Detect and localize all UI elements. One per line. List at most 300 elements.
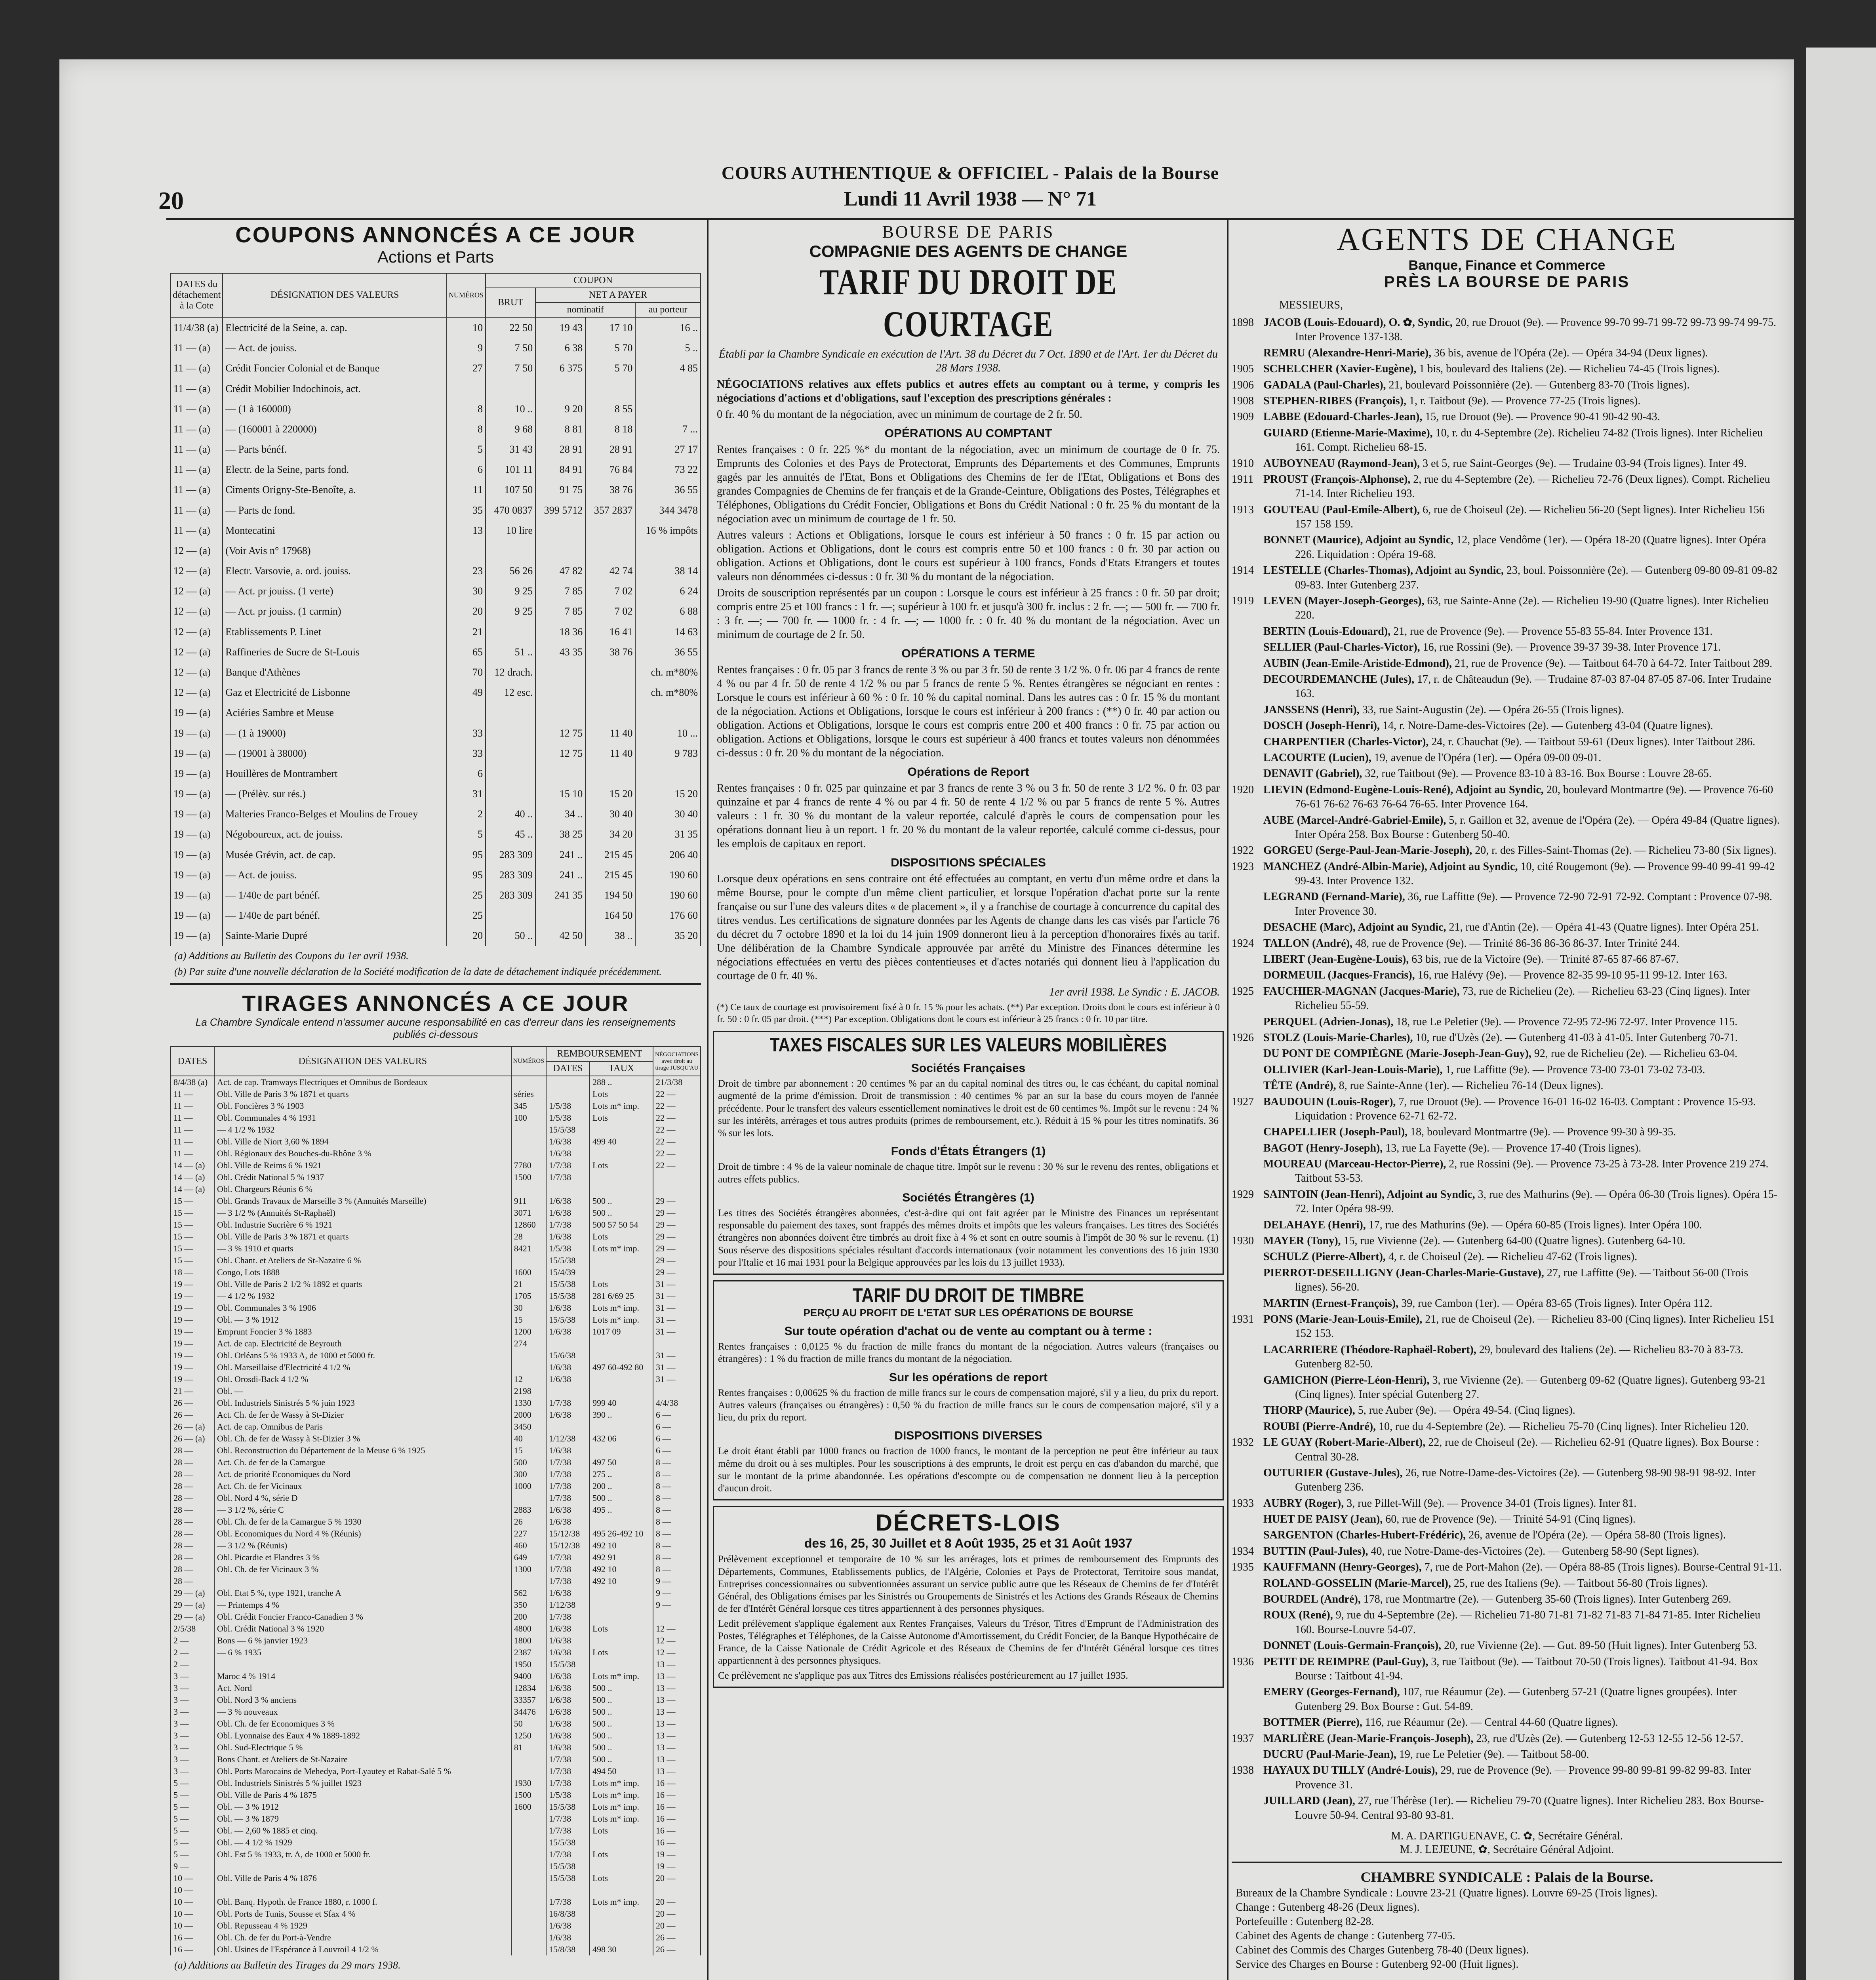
tirage-cell: Lots m* imp. — [590, 1813, 653, 1825]
coupon-cell: 7 85 — [535, 581, 585, 602]
tirage-cell: 26 — [511, 1516, 546, 1528]
coupon-cell: 11 — (a) — [171, 399, 223, 419]
tirage-cell: 200 .. — [590, 1480, 653, 1492]
agent-address: 19, rue Le Peletier (9e). — Taitbout 58-00. — [1396, 1748, 1589, 1761]
tirage-cell: 3 — — [171, 1706, 214, 1718]
tirage-cell: 1330 — [511, 1397, 546, 1409]
tirage-cell: 1/7/38 — [546, 1563, 590, 1575]
tirage-cell: Obl. Ch. de fer de la Camargue 5 % 1930 — [214, 1516, 511, 1528]
tirage-cell: 8421 — [511, 1243, 546, 1255]
agent-name: OUTURIER (Gustave-Jules), — [1263, 1466, 1403, 1479]
tirage-cell: 16 — — [653, 1825, 701, 1837]
agent-name: JUILLARD (Jean), — [1263, 1795, 1355, 1807]
signature-date: 1er avril 1938. — [1049, 986, 1116, 998]
syndic-signature — [717, 985, 1220, 999]
tirage-cell — [511, 1076, 546, 1088]
agent-address: 1, rue Laffitte (9e). — Provence 73-00 73-01 73-02 73-03. — [1442, 1063, 1705, 1076]
agent-entry — [1232, 1188, 1782, 1217]
coupon-row — [171, 399, 701, 419]
coupon-cell: 11 — (a) — [171, 379, 223, 399]
tirage-cell: 281 6/69 25 — [590, 1290, 653, 1302]
timbre-h1: Sur toute opération d'achat ou de vente au comptant ou à terme : — [784, 1325, 1152, 1338]
agent-address: 48, rue de Provence (9e). — Trinité 86-36 86-36 86-37. Inter Trinité 244. — [1352, 937, 1680, 950]
agent-address: 15, rue Vivienne (2e). — Gutenberg 64-00 (Quatre lignes). Gutenberg 64-10. — [1341, 1235, 1686, 1247]
tirage-cell — [511, 1492, 546, 1504]
agent-year: 1929 — [1232, 1188, 1254, 1201]
tirage-cell: 15/5/38 — [546, 1801, 590, 1813]
tirage-cell: 29 — — [653, 1266, 701, 1278]
tirage-cell: 8 — — [653, 1468, 701, 1480]
agent-name: DONNET (Louis-Germain-François), — [1263, 1639, 1442, 1652]
agent-entry — [1232, 952, 1782, 967]
tirage-cell — [511, 1813, 546, 1825]
coupon-cell: 15 20 — [585, 784, 635, 804]
tirage-cell: Obl. — 3 % 1912 — [214, 1801, 511, 1813]
tirage-cell: 5 — — [171, 1789, 214, 1801]
tirage-cell: 1/6/38 — [546, 1504, 590, 1516]
tirage-row — [171, 1231, 701, 1243]
tirage-row — [171, 1825, 701, 1837]
coupon-cell: ch. m*80% — [635, 683, 701, 703]
tirage-cell: 1800 — [511, 1635, 546, 1647]
tirage-cell: 1/7/38 — [546, 1813, 590, 1825]
agent-entry — [1232, 719, 1782, 733]
tirage-cell: 19 — — [171, 1373, 214, 1385]
coupon-cell: 9 25 — [486, 602, 535, 622]
timbre-subtitle: PERÇU AU PROFIT DE L'ETAT SUR LES OPÉRATIONS DE BOURSE — [803, 1307, 1133, 1319]
tirage-cell: 8 — — [653, 1516, 701, 1528]
tirage-cell: — 6 % 1935 — [214, 1647, 511, 1658]
coupon-cell: 16 .. — [635, 317, 701, 338]
coupons-title: COUPONS ANNONCÉS A CE JOUR — [235, 222, 636, 247]
tirage-cell — [590, 1266, 653, 1278]
tirage-cell: 8 — — [653, 1552, 701, 1563]
tirage-cell: Obl. Crédit National 3 % 1920 — [214, 1623, 511, 1635]
tirage-cell: 3071 — [511, 1207, 546, 1219]
tirage-cell: Lots — [590, 1872, 653, 1884]
tirage-cell: 3 — — [171, 1753, 214, 1765]
agent-entry — [1232, 503, 1782, 532]
tirage-row — [171, 1480, 701, 1492]
tirage-cell — [590, 1658, 653, 1670]
agent-year: 1927 — [1232, 1095, 1254, 1108]
tirage-cell: Act. de cap. Tramways Electriques et Omnibus de Bordeaux — [214, 1076, 511, 1088]
agent-entry — [1232, 378, 1782, 392]
coupon-cell: Malteries Franco-Belges et Moulins de Frouey — [223, 804, 447, 824]
tirage-row — [171, 1243, 701, 1255]
tirage-cell: 5 — — [171, 1813, 214, 1825]
tirage-cell — [511, 1124, 546, 1136]
tirage-cell: 11 — — [171, 1136, 214, 1148]
agent-address: 60, rue de Provence (9e). — Trinité 54-91 (Cinq lignes). — [1383, 1513, 1636, 1526]
chambre-line: Portefeuille : Gutenberg 82-28. — [1236, 1915, 1374, 1928]
tirage-cell: — 3 1/2 % (Annuités St-Raphaël) — [214, 1207, 511, 1219]
tirage-cell — [511, 1944, 546, 1955]
tirage-cell — [590, 1124, 653, 1136]
agent-entry — [1232, 1250, 1782, 1264]
tirage-cell — [511, 1765, 546, 1777]
tirage-cell — [511, 1255, 546, 1266]
tirage-cell: 1/6/38 — [546, 1635, 590, 1647]
coupon-cell: 19 — (a) — [171, 784, 223, 804]
taxes-box — [713, 1031, 1224, 1275]
tirage-cell: 5 — — [171, 1825, 214, 1837]
tirage-cell — [511, 1183, 546, 1195]
coupon-cell: 19 — (a) — [171, 926, 223, 946]
coupon-cell: ch. m*80% — [635, 662, 701, 682]
coupon-cell: 7 02 — [585, 581, 635, 602]
tirage-cell: 1/7/38 — [546, 1456, 590, 1468]
coupon-cell: 12 drach. — [486, 662, 535, 682]
tirage-cell: 29 — — [653, 1219, 701, 1231]
agent-entry — [1232, 657, 1782, 671]
tirage-cell: 12 — — [653, 1647, 701, 1658]
coupon-cell — [585, 763, 635, 784]
coupon-cell: 31 43 — [486, 440, 535, 460]
coupon-cell: 5 70 — [585, 358, 635, 379]
tirage-cell — [546, 1076, 590, 1088]
tirage-row — [171, 1183, 701, 1195]
tirage-cell: Obl. Industriels Sinistrés 5 % juillet 1923 — [214, 1777, 511, 1789]
agent-name: LACOURTE (Lucien), — [1263, 751, 1371, 764]
tirage-cell: 1600 — [511, 1801, 546, 1813]
coupon-row — [171, 683, 701, 703]
agent-year: 1909 — [1232, 411, 1254, 423]
tirage-cell: 500 .. — [590, 1742, 653, 1753]
tirage-cell: 19 — — [171, 1314, 214, 1326]
tirage-cell: 10 — — [171, 1896, 214, 1908]
agent-name: LEGRAND (Fernand-Marie), — [1263, 891, 1405, 903]
agent-address: 10, cité Rougemont (9e). — Provence 99-40 99-41 99-42 99-43. Inter Provence 132. — [1295, 860, 1775, 887]
tirage-cell: 31 — — [653, 1290, 701, 1302]
col-t-designation: DÉSIGNATION DES VALEURS — [214, 1047, 511, 1076]
tirage-row — [171, 1266, 701, 1278]
tirage-cell: 29 — — [653, 1207, 701, 1219]
coupon-cell: 38 14 — [635, 561, 701, 581]
chambre-title: CHAMBRE SYNDICALE : Palais de la Bourse. — [1360, 1869, 1653, 1885]
tirage-row — [171, 1421, 701, 1433]
agent-name: JANSSENS (Henri), — [1263, 703, 1360, 716]
agent-name: THORP (Maurice), — [1263, 1404, 1355, 1417]
coupon-cell: 35 — [447, 500, 486, 520]
agent-entry — [1232, 1063, 1782, 1077]
coupon-cell: 33 — [447, 743, 486, 763]
agent-year: 1911 — [1232, 473, 1253, 485]
coupon-cell — [447, 541, 486, 561]
agent-entry — [1232, 624, 1782, 639]
tirage-cell: Obl. Chargeurs Réunis 6 % — [214, 1183, 511, 1195]
tirage-cell — [511, 1896, 546, 1908]
col-numeros: NUMÉROS — [447, 273, 486, 317]
tirage-cell: Lots — [590, 1231, 653, 1243]
coupon-cell: Gaz et Electricité de Lisbonne — [223, 683, 447, 703]
coupon-cell — [447, 703, 486, 723]
tirage-cell: Obl. Ch. de fer Economiques 3 % — [214, 1718, 511, 1730]
tirage-cell: 15/5/38 — [546, 1837, 590, 1849]
agent-name: ROLAND-GOSSELIN (Marie-Marcel), — [1263, 1577, 1451, 1590]
coupon-cell — [635, 763, 701, 784]
coupons-body — [171, 317, 701, 946]
agent-entry — [1232, 937, 1782, 951]
coupon-cell: Crédit Mobilier Indochinois, act. — [223, 379, 447, 399]
agent-entry — [1232, 703, 1782, 717]
agent-name: BAUDOUIN (Louis-Roger), — [1263, 1095, 1396, 1108]
tirage-cell: Obl. Grands Travaux de Marseille 3 % (Annuités Marseille) — [214, 1195, 511, 1207]
agent-address: 63, rue Sainte-Anne (2e). — Richelieu 19-90 (Quatre lignes). Inter Richelieu 220. — [1295, 595, 1769, 622]
coupon-cell: Houillères de Montrambert — [223, 763, 447, 784]
tirage-cell: 28 — — [171, 1552, 214, 1563]
page-header — [673, 162, 1267, 211]
agent-address: 8, rue Sainte-Anne (1er). — Richelieu 76-14 (Deux lignes). — [1336, 1079, 1604, 1092]
tirage-cell: 6 — — [653, 1445, 701, 1456]
agent-name: BERTIN (Louis-Edouard), — [1263, 625, 1391, 638]
coupon-cell: Banque d'Athènes — [223, 662, 447, 682]
tirage-cell: 6 — — [653, 1409, 701, 1421]
agent-name: MARTIN (Ernest-François), — [1263, 1297, 1399, 1310]
agent-entry — [1232, 362, 1782, 376]
coupon-row — [171, 379, 701, 399]
coupon-cell: 38 76 — [585, 480, 635, 500]
coupon-cell: 22 50 — [486, 317, 535, 338]
tirage-cell: 16 — — [171, 1932, 214, 1944]
coupon-row — [171, 460, 701, 480]
coupon-cell: 215 45 — [585, 865, 635, 885]
coupon-row — [171, 622, 701, 642]
tirage-cell: 21 — — [171, 1385, 214, 1397]
coupon-cell: 17 10 — [585, 317, 635, 338]
tarif-subtitle: Établi par la Chambre Syndicale en exécution de l'Art. 38 du Décret du 7 Oct. 1890 et de l'Art. 1er du Décret du 28 Mars 1938. — [718, 348, 1218, 374]
tirage-row — [171, 1100, 701, 1112]
tirage-cell: Obl. Orosdi-Back 4 1/2 % — [214, 1373, 511, 1385]
coupon-cell: 9 20 — [535, 399, 585, 419]
coupons-note-b: (b) Par suite d'une nouvelle déclaration de la Société modification de la date de détachement indiquée précédemment. — [174, 966, 662, 977]
tirage-cell: 1/7/38 — [546, 1575, 590, 1587]
tirage-cell: 28 — — [171, 1540, 214, 1552]
agent-address: 36 bis, avenue de l'Opéra (2e). — Opéra 34-94 (Deux lignes). — [1431, 346, 1708, 359]
tirage-cell: 31 — — [653, 1302, 701, 1314]
coupon-row — [171, 905, 701, 925]
tirage-cell: Lots — [590, 1623, 653, 1635]
dispositions-heading: DISPOSITIONS SPÉCIALES — [891, 856, 1046, 869]
coupon-cell — [486, 723, 535, 743]
tirage-cell: 3 — — [171, 1694, 214, 1706]
coupon-cell: 11 — (a) — [171, 520, 223, 541]
tirage-cell: 10 — — [171, 1920, 214, 1932]
coupon-cell: 2 — [447, 804, 486, 824]
tirage-cell — [590, 1920, 653, 1932]
tirage-cell: 19 — — [171, 1361, 214, 1373]
tirage-cell: 2198 — [511, 1385, 546, 1397]
tirage-cell — [590, 1587, 653, 1599]
coupon-cell — [535, 905, 585, 925]
tirage-cell: 500 — [511, 1456, 546, 1468]
agent-address: 29, boulevard des Italiens (2e). — Richelieu 83-70 à 83-73. Gutenberg 82-50. — [1295, 1343, 1743, 1371]
tirage-cell — [546, 1421, 590, 1433]
coupon-cell — [635, 541, 701, 561]
tirage-cell — [511, 1932, 546, 1944]
tirage-cell: 3 — — [171, 1730, 214, 1742]
tirage-cell: 1/6/38 — [546, 1207, 590, 1219]
tirage-row — [171, 1350, 701, 1361]
tirage-cell: 28 — — [171, 1528, 214, 1540]
agent-name: DOSCH (Joseph-Henri), — [1263, 720, 1380, 732]
col-dates: DATES du détachement à la Cote — [171, 273, 223, 317]
tirage-cell: 1/6/38 — [546, 1445, 590, 1456]
agent-name: SARGENTON (Charles-Hubert-Frédéric), — [1263, 1529, 1466, 1542]
coupon-cell — [585, 520, 635, 541]
coupon-cell: 176 60 — [635, 905, 701, 925]
tirage-cell — [590, 1148, 653, 1159]
agent-year: 1914 — [1232, 564, 1254, 577]
coupon-cell: Etablissements P. Linet — [223, 622, 447, 642]
coupon-cell — [535, 520, 585, 541]
tirage-cell: — 3 % nouveaux — [214, 1706, 511, 1718]
tirage-cell: 1017 09 — [590, 1326, 653, 1338]
tirage-cell: 1200 — [511, 1326, 546, 1338]
coupon-cell: 6 24 — [635, 581, 701, 602]
tirage-cell: 5 — — [171, 1837, 214, 1849]
agent-entry — [1232, 1466, 1782, 1495]
column-rule-1 — [707, 220, 708, 1980]
tirage-cell: 1/5/38 — [546, 1789, 590, 1801]
agent-address: 20, rue Vivienne (2e). — Gut. 89-50 (Huit lignes). Inter Gutenberg 53. — [1441, 1639, 1757, 1652]
tirage-cell: Obl. Foncières 3 % 1903 — [214, 1100, 511, 1112]
tirage-cell: Bons — 6 % janvier 1923 — [214, 1635, 511, 1647]
coupon-cell: 5 .. — [635, 338, 701, 358]
tirage-cell: 1/6/38 — [546, 1670, 590, 1682]
coupon-row — [171, 743, 701, 763]
tirage-cell: 460 — [511, 1540, 546, 1552]
tirage-row — [171, 1694, 701, 1706]
tirage-cell — [546, 1884, 590, 1896]
agent-name: GAMICHON (Pierre-Léon-Henri), — [1263, 1374, 1430, 1386]
agent-name: HUET DE PAISY (Jean), — [1263, 1513, 1383, 1526]
coupon-cell: 31 35 — [635, 824, 701, 845]
coupon-cell: 241 .. — [535, 865, 585, 885]
tirage-cell: Obl. Reconstruction du Département de la Meuse 6 % 1925 — [214, 1445, 511, 1456]
tirage-cell: Maroc 4 % 1914 — [214, 1670, 511, 1682]
tirage-cell: 9 — — [653, 1575, 701, 1587]
coupon-cell: 36 55 — [635, 480, 701, 500]
tirage-cell: 2000 — [511, 1409, 546, 1421]
bourse-title: BOURSE DE PARIS — [882, 222, 1055, 242]
coupon-cell: 5 — [447, 824, 486, 845]
coupon-cell: 6 — [447, 763, 486, 784]
tirage-cell — [590, 1908, 653, 1920]
agent-entry — [1232, 813, 1782, 842]
coupon-cell: Electr. de la Seine, parts fond. — [223, 460, 447, 480]
tirage-cell: 497 50 — [590, 1456, 653, 1468]
coupon-cell: 33 — [447, 723, 486, 743]
tirage-cell: Obl. Ville de Paris 2 1/2 % 1892 et quarts — [214, 1278, 511, 1290]
agent-name: OLLIVIER (Karl-Jean-Louis-Marie), — [1263, 1063, 1443, 1076]
agent-entry — [1232, 410, 1782, 424]
tirage-cell — [590, 1932, 653, 1944]
coupon-cell — [635, 379, 701, 399]
coupon-row — [171, 541, 701, 561]
tirage-cell: 2387 — [511, 1647, 546, 1658]
agent-address: 63 bis, rue de la Victoire (9e). — Trinité 87-65 87-66 87-67. — [1409, 953, 1679, 966]
coupon-cell: 6 375 — [535, 358, 585, 379]
agent-year: 1926 — [1232, 1031, 1254, 1044]
next-page-edge — [1806, 48, 1876, 1980]
tirage-row — [171, 1171, 701, 1183]
coupon-cell: 12 — (a) — [171, 581, 223, 602]
agent-name: TALLON (André), — [1263, 937, 1353, 950]
tirage-cell: 28 — — [171, 1445, 214, 1456]
tirage-cell: Lots — [590, 1825, 653, 1837]
coupons-table — [170, 273, 701, 946]
chambre-divider — [1232, 1862, 1782, 1863]
coupon-cell: 11 40 — [585, 723, 635, 743]
agent-entry — [1232, 843, 1782, 858]
tirage-cell: Obl. Régionaux des Bouches-du-Rhône 3 % — [214, 1148, 511, 1159]
tirage-cell: 11 — — [171, 1088, 214, 1100]
agent-entry — [1232, 735, 1782, 749]
agent-year: 1938 — [1232, 1764, 1254, 1777]
coupon-cell: — (1 à 19000) — [223, 723, 447, 743]
agent-entry — [1232, 1218, 1782, 1232]
tirage-cell: 1950 — [511, 1658, 546, 1670]
coupon-cell: 6 38 — [535, 338, 585, 358]
tirage-cell: 1000 — [511, 1480, 546, 1492]
agent-address: 27, rue Thérèse (1er). — Richelieu 79-70 (Quatre lignes). Inter Richelieu 283. Box Bourse-Louvre 50-94. Central 93-80 93-81. — [1295, 1795, 1764, 1822]
tirage-cell: — 4 1/2 % 1932 — [214, 1124, 511, 1136]
comptant-heading: OPÉRATIONS AU COMPTANT — [884, 427, 1052, 440]
tirage-cell: 495 26-492 10 — [590, 1528, 653, 1540]
tirage-cell — [546, 1088, 590, 1100]
tirage-cell: 500 .. — [590, 1492, 653, 1504]
agent-entry — [1232, 1560, 1782, 1574]
tirage-cell: 1/7/38 — [546, 1468, 590, 1480]
timbre-h3: DISPOSITIONS DIVERSES — [894, 1429, 1042, 1443]
tirage-cell: 275 .. — [590, 1468, 653, 1480]
agent-entry — [1232, 1343, 1782, 1372]
coupon-cell: 7 85 — [535, 602, 585, 622]
tirage-row — [171, 1445, 701, 1456]
tirage-cell: 13 — — [653, 1765, 701, 1777]
tirage-cell: 500 57 50 54 — [590, 1219, 653, 1231]
tirage-cell — [511, 1920, 546, 1932]
tirage-cell: 19 — — [171, 1338, 214, 1350]
tirage-row — [171, 1623, 701, 1635]
tirage-cell: 492 10 — [590, 1563, 653, 1575]
coupons-note-a: (a) Additions au Bulletin des Coupons du 1er avril 1938. — [174, 950, 409, 961]
agent-address: 21, boulevard Poissonnière (2e). — Gutenberg 83-70 (Trois lignes). — [1386, 379, 1690, 391]
agent-entry — [1232, 1715, 1782, 1730]
agent-address: 23, rue d'Uzès (2e). — Gutenberg 12-53 12-55 12-56 12-57. — [1473, 1732, 1744, 1745]
agent-entry — [1232, 1576, 1782, 1591]
agent-year: 1933 — [1232, 1497, 1254, 1510]
tirage-row — [171, 1932, 701, 1944]
coupon-cell — [486, 905, 535, 925]
tirage-cell: Obl. Communales 3 % 1906 — [214, 1302, 511, 1314]
coupon-cell: 36 55 — [635, 642, 701, 662]
tirage-cell: 1/5/38 — [546, 1112, 590, 1124]
coupon-cell: 8 18 — [585, 419, 635, 439]
tirage-cell — [214, 1658, 511, 1670]
tirage-cell — [653, 1338, 701, 1350]
tirage-cell: 20 — — [653, 1920, 701, 1932]
agent-entry — [1232, 1512, 1782, 1527]
tirage-row — [171, 1718, 701, 1730]
tirage-cell — [511, 1849, 546, 1860]
agent-address: 20, r. des Filles-Saint-Thomas (2e). — Richelieu 73-80 (Six lignes). — [1472, 844, 1777, 857]
tirage-cell: 649 — [511, 1552, 546, 1563]
tirage-cell: 911 — [511, 1195, 546, 1207]
agent-entry — [1232, 672, 1782, 701]
coupon-row — [171, 440, 701, 460]
